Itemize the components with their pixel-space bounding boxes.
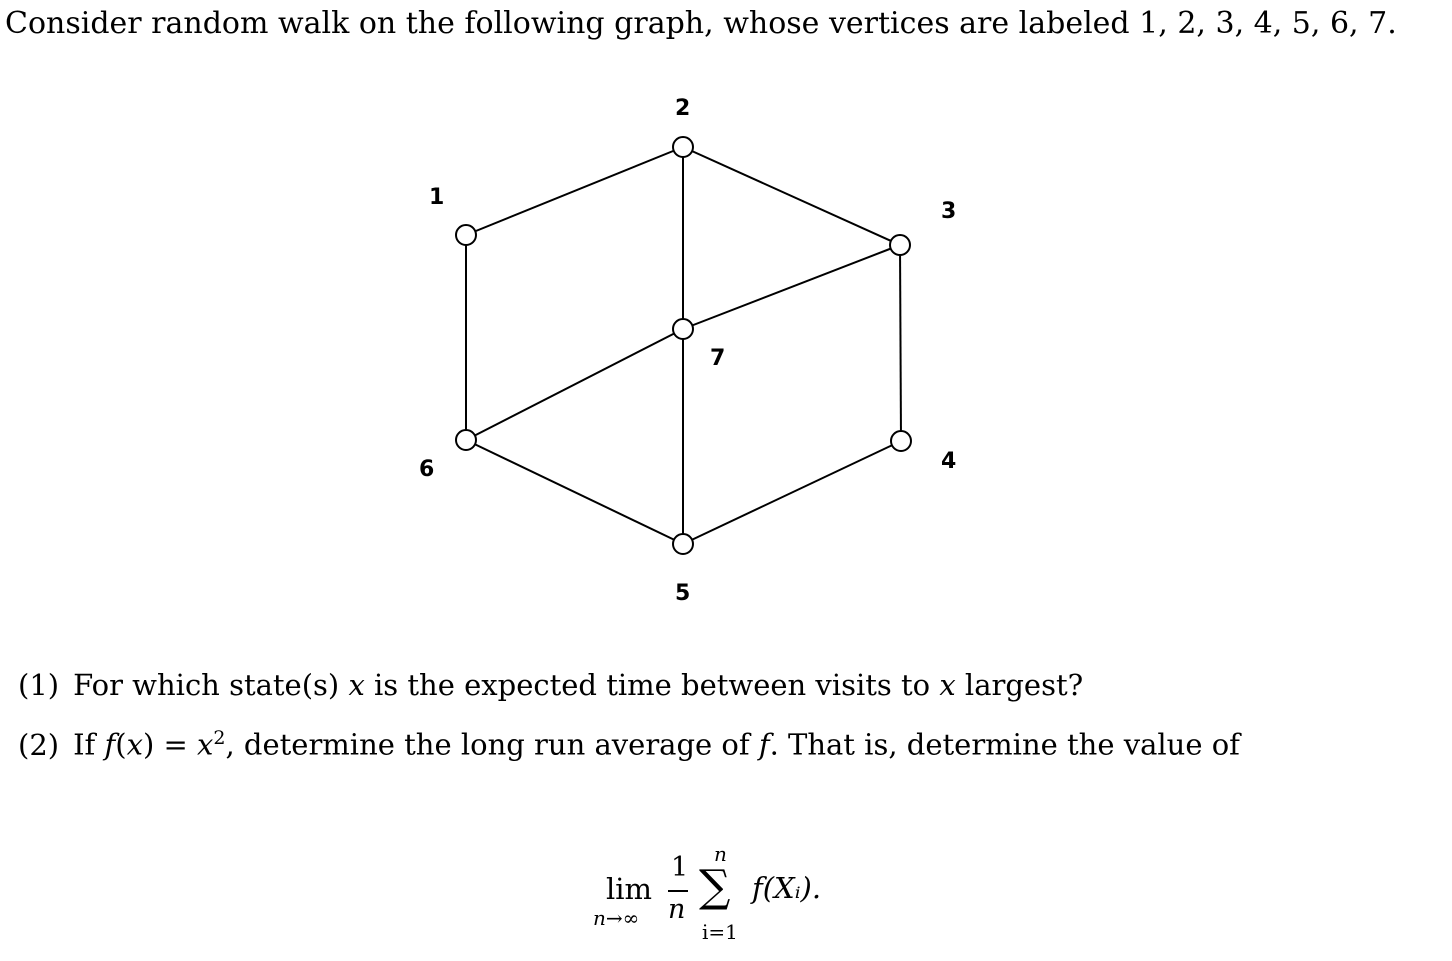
formula-lim-subscript: n→∞ xyxy=(593,906,640,930)
question-2-f: f xyxy=(104,727,116,762)
question-1-var-2: x xyxy=(939,668,956,702)
question-1 xyxy=(18,666,1083,704)
formula-fraction-bar xyxy=(668,890,688,892)
question-1-number: (1) xyxy=(18,668,60,702)
question-2-text-c: . That is, determine the value of xyxy=(769,727,1240,762)
question-1-text-c: largest? xyxy=(955,668,1084,702)
edge-5-6 xyxy=(466,440,683,544)
question-2-x-squared: x xyxy=(197,727,214,762)
question-2-paren-open: ( xyxy=(115,727,127,762)
question-2-f-2: f xyxy=(758,727,770,762)
graph-edges xyxy=(466,147,901,544)
edge-3-7 xyxy=(683,245,900,329)
edge-6-7 xyxy=(466,329,683,440)
question-2-equals: = xyxy=(154,727,198,762)
question-2-text-b: , determine the long run average of xyxy=(225,727,759,762)
question-1-text-a: For which state(s) xyxy=(73,668,349,702)
question-2-text-a: If xyxy=(73,727,105,762)
question-2-paren-close: ) xyxy=(142,727,155,762)
edge-3-4 xyxy=(900,245,901,441)
vertex-2-label: 2 xyxy=(675,96,691,121)
vertex-label-list: 1, 2, 3, 4, 5, 6, 7. xyxy=(1139,6,1397,41)
vertex-1-label: 1 xyxy=(429,185,445,210)
question-2-exponent: 2 xyxy=(213,727,226,749)
vertex-1-node xyxy=(456,225,476,245)
question-1-var: x xyxy=(348,668,365,702)
edge-4-5 xyxy=(683,441,901,544)
edge-1-2 xyxy=(466,147,683,235)
vertex-7-node xyxy=(673,319,693,339)
vertex-4-label: 4 xyxy=(941,449,957,474)
question-1-text-b: is the expected time between visits to xyxy=(364,668,940,702)
intro-sentence: Consider random walk on the following graph, whose vertices are labeled xyxy=(5,6,1140,41)
formula-sum-lower: i=1 xyxy=(702,920,738,944)
vertex-6-label: 6 xyxy=(419,457,435,482)
question-2 xyxy=(18,719,1240,764)
question-2-x: x xyxy=(126,727,143,762)
vertex-6-node xyxy=(456,430,476,450)
formula-sum-symbol: ∑ xyxy=(699,861,731,912)
formula-expression: f(Xᵢ). xyxy=(752,871,822,905)
formula-fraction-denominator: n xyxy=(668,894,686,925)
edge-2-3 xyxy=(683,147,900,245)
formula-fraction-numerator: 1 xyxy=(671,852,689,883)
vertex-5-node xyxy=(673,534,693,554)
vertex-2-node xyxy=(673,137,693,157)
limit-formula xyxy=(590,842,860,952)
formula-lim: lim xyxy=(606,872,653,906)
formula-sum-upper: n xyxy=(714,842,727,866)
vertex-3-node xyxy=(890,235,910,255)
vertex-3-label: 3 xyxy=(941,199,957,224)
graph-labels xyxy=(419,96,956,606)
question-2-number: (2) xyxy=(18,727,60,762)
vertex-4-node xyxy=(891,431,911,451)
vertex-7-label: 7 xyxy=(710,346,726,371)
vertex-5-label: 5 xyxy=(675,581,691,606)
